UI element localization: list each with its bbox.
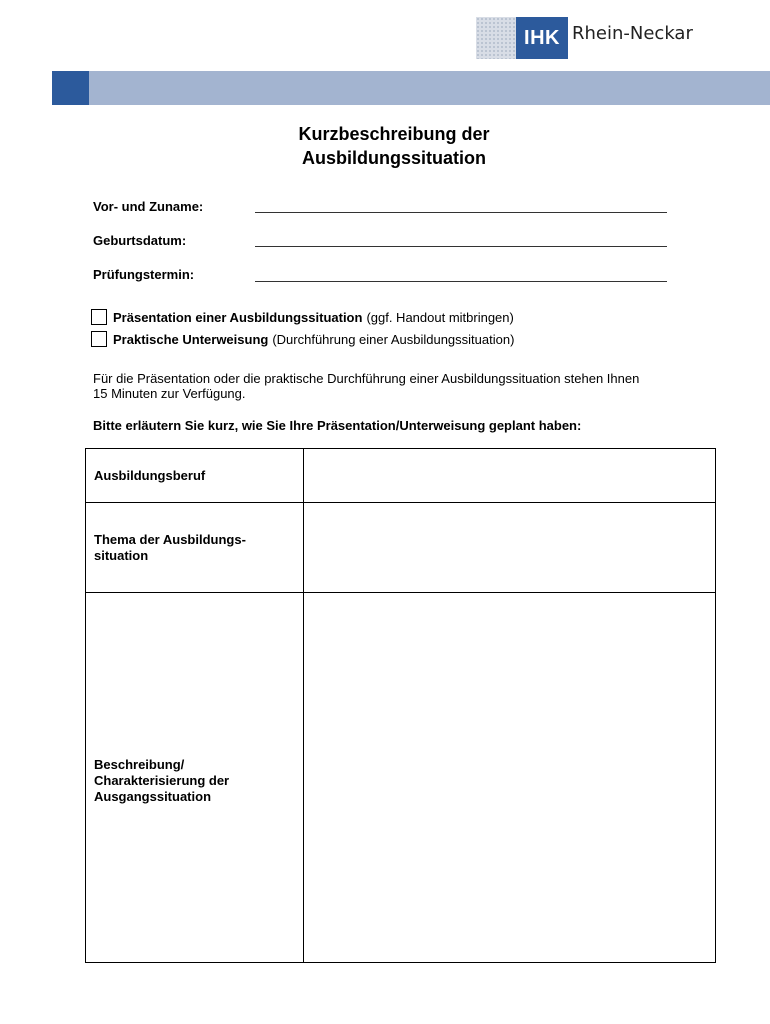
exam-date-label: Prüfungstermin: (93, 267, 195, 282)
presentation-label: Präsentation einer Ausbildungssituation (113, 309, 363, 325)
row-label-topic (86, 502, 304, 592)
header-band (52, 71, 770, 105)
name-field[interactable] (255, 212, 667, 213)
instruction-heading: Bitte erläutern Sie kurz, wie Sie Ihre Präsentation/Unterweisung geplant haben: (93, 418, 582, 433)
logo-region: Rhein-Neckar (572, 23, 693, 44)
name-label: Vor- und Zuname: (93, 199, 204, 214)
row-label-description (86, 592, 304, 962)
info-line-2: 15 Minuten zur Verfügung. (93, 386, 246, 401)
info-paragraph (93, 371, 713, 401)
description-label-line-1: Beschreibung/ (94, 757, 185, 772)
logo-mark: IHK (516, 17, 568, 59)
description-table (85, 448, 716, 963)
exam-date-field[interactable] (255, 281, 667, 282)
instruction-checkbox[interactable] (91, 331, 107, 347)
header-band-square (52, 71, 89, 105)
description-label-line-3: Ausgangssituation (94, 789, 212, 804)
logo-pattern (476, 17, 516, 59)
birthdate-label: Geburtsdatum: (93, 233, 187, 248)
birthdate-field[interactable] (255, 246, 667, 247)
presentation-note: (ggf. Handout mitbringen) (366, 309, 514, 325)
description-label-line-2: Charakterisierung der (94, 773, 230, 788)
row-label-occupation: Ausbildungsberuf (86, 449, 304, 502)
ihk-logo (476, 17, 696, 59)
title-line-1: Kurzbeschreibung der (298, 124, 490, 144)
occupation-input[interactable] (304, 449, 715, 502)
presentation-checkbox[interactable] (91, 309, 107, 325)
title-line-2: Ausbildungssituation (302, 148, 486, 168)
topic-input[interactable] (304, 502, 715, 592)
option-presentation[interactable] (91, 308, 514, 326)
topic-label-line-1: Thema der Ausbildungs- (94, 532, 246, 547)
topic-label-line-2: situation (94, 548, 149, 563)
option-instruction[interactable] (91, 330, 514, 348)
instruction-note: (Durchführung einer Ausbildungssituation) (272, 331, 515, 347)
description-input[interactable] (304, 592, 715, 962)
page-title (0, 122, 770, 170)
instruction-label: Praktische Unterweisung (113, 331, 269, 347)
info-line-1: Für die Präsentation oder die praktische Durchführung einer Ausbildungssituation stehen Ihnen (93, 371, 640, 386)
